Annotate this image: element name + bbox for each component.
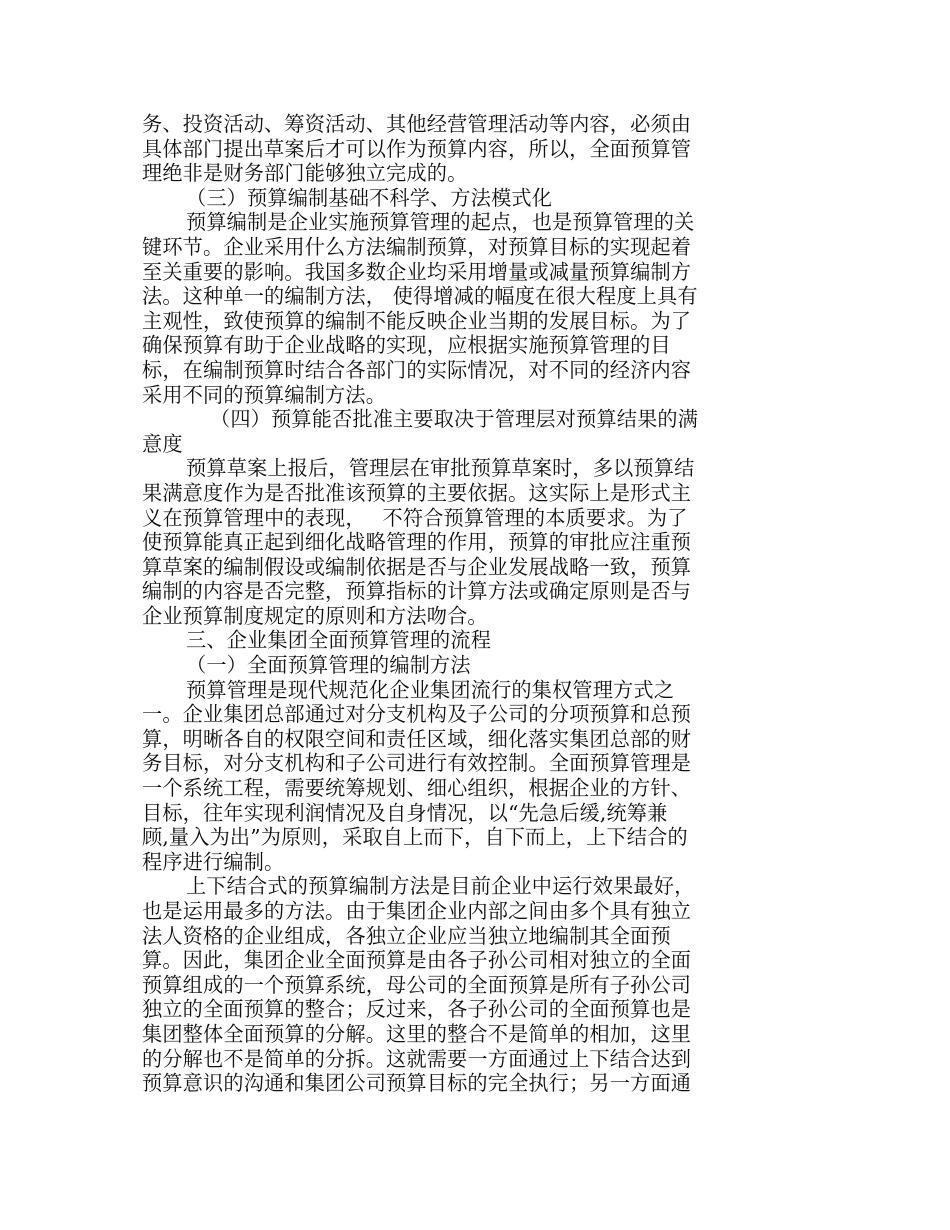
text-line: 三、企业集团全面预算管理的流程 [186,628,492,653]
text-line: 目标，往年实现利润情况及自身情况，以“先急后缓,统筹兼 [142,800,668,825]
text-line: 至关重要的影响。我国多数企业均采用增量或减量预算编制方 [142,259,692,284]
text-line: 预算意识的沟通和集团公司预算目标的完全执行；另一方面通 [142,1071,692,1096]
text-line: 企业预算制度规定的原则和方法吻合。 [142,603,488,628]
text-line: 键环节。企业采用什么方法编制预算，对预算目标的实现起着 [142,234,692,259]
text-line: 务目标，对分支机构和子公司进行有效控制。全面预算管理是 [142,751,692,776]
text-line: 预算管理是现代规范化企业集团流行的集权管理方式之 [186,677,675,702]
text-line: 集团整体全面预算的分解。这里的整合不是简单的相加，这里 [142,1021,692,1046]
text-line: 程序进行编制。 [142,849,285,874]
text-line: 一。企业集团总部通过对分支机构及子公司的分项预算和总预 [142,702,692,727]
text-line: 也是运用最多的方法。由于集团企业内部之间由多个具有独立 [142,899,692,923]
text-line: 法人资格的企业组成，各独立企业应当独立地编制其全面预 [142,923,671,948]
text-line: 独立的全面预算的整合；反过来，各子孙公司的全面预算也是 [142,997,692,1022]
text-line: 主观性，致使预算的编制不能反映企业当期的发展目标。为了 [142,308,692,333]
text-line: 预算草案上报后，管理层在审批预算草案时，多以预算结 [186,456,695,481]
text-line: 使预算能真正起到细化战略管理的作用，预算的审批应注重预 [142,530,692,555]
text-line: 果满意度作为是否批准该预算的主要依据。这实际上是形式主 [142,480,692,505]
document-body [142,112,752,1096]
text-line: 务、投资活动、筹资活动、其他经营管理活动等内容，必须由 [142,112,692,136]
text-line: 算草案的编制假设或编制依据是否与企业发展战略一致，预算 [142,554,692,579]
text-line: 算。因此，集团企业全面预算是由各子孙公司相对独立的全面 [142,948,692,973]
text-line: 一个系统工程，需要统筹规划、细心组织，根据企业的方针、 [142,776,692,801]
text-line: 确保预算有助于企业战略的实现，应根据实施预算管理的目 [142,333,671,358]
text-line: （四）预算能否批准主要取决于管理层对预算结果的满 [210,407,699,432]
text-line: 预算组成的一个预算系统，母公司的全面预算是所有子孙公司 [142,972,692,997]
text-line: （三）预算编制基础不科学、方法模式化 [186,185,553,210]
text-line: 上下结合式的预算编制方法是目前企业中运行效果最好， [186,874,695,899]
text-line: 标，在编制预算时结合各部门的实际情况，对不同的经济内容 [142,357,692,382]
text-line: 意度 [142,431,183,456]
text-line: （一）全面预算管理的编制方法 [186,653,471,678]
text-line: 采用不同的预算编制方法。 [142,382,387,407]
text-line: 编制的内容是否完整，预算指标的计算方法或确定原则是否与 [142,579,692,604]
text-line: 具体部门提出草案后才可以作为预算内容，所以，全面预算管 [142,136,692,161]
text-line: 义在预算管理中的表现， 不符合预算管理的本质要求。为了 [142,505,688,530]
text-line: 算，明晰各自的权限空间和责任区域，细化落实集团总部的财 [142,726,692,751]
text-line: 的分解也不是简单的分拆。这就需要一方面通过上下结合达到 [142,1046,692,1071]
text-line: 顾,量入为出”为原则，采取自上而下，自下而上，上下结合的 [142,825,688,850]
text-line: 法。这种单一的编制方法， 使得增减的幅度在很大程度上具有 [142,284,698,309]
text-line: 理绝非是财务部门能够独立完成的。 [142,161,468,186]
text-line: 预算编制是企业实施预算管理的起点，也是预算管理的关 [186,210,695,235]
